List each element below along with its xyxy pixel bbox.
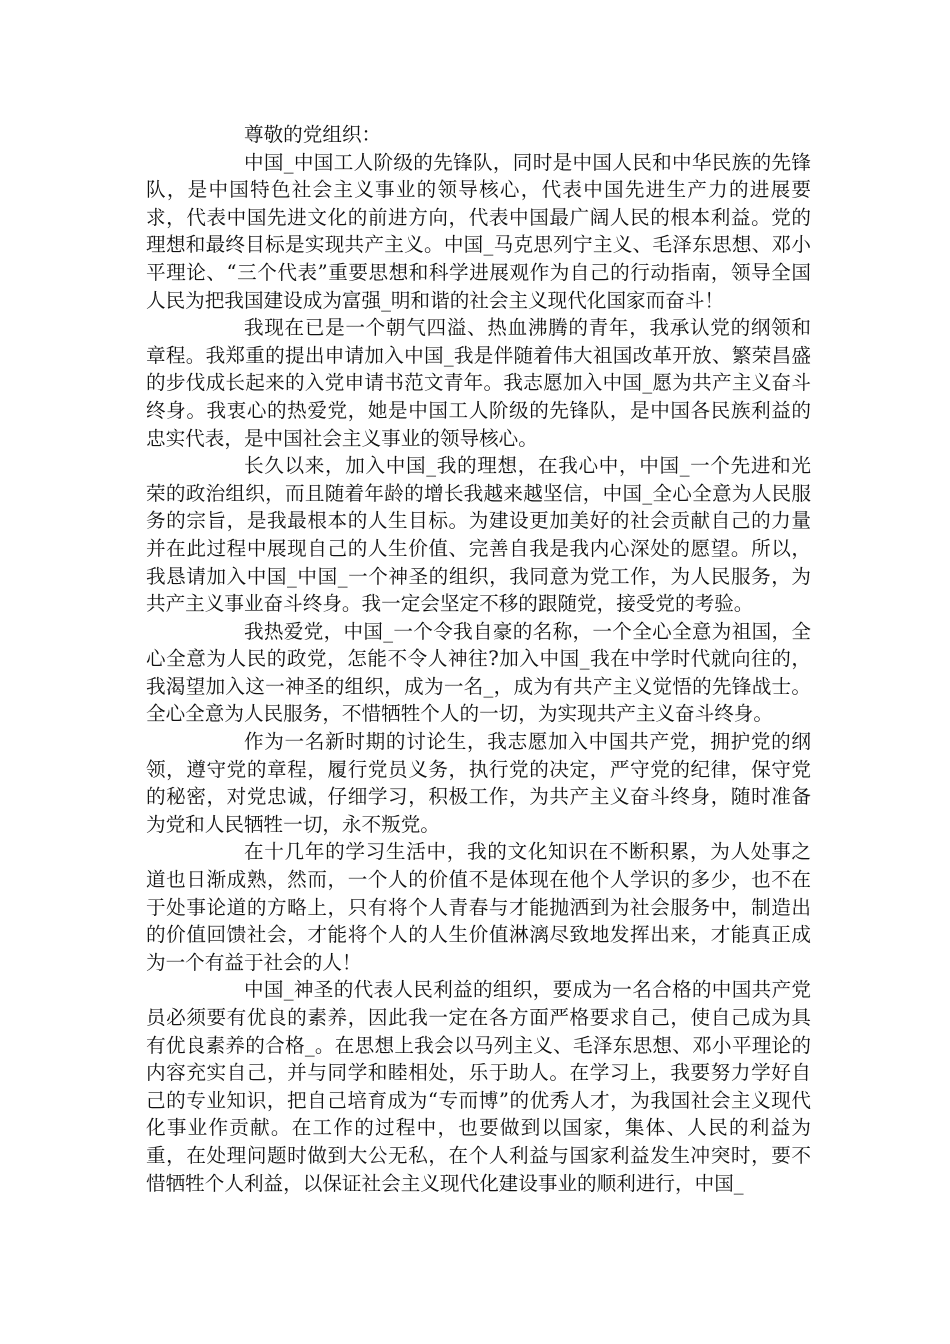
paragraph: 我现在已是一个朝气四溢、热血沸腾的青年，我承认党的纲领和章程。我郑重的提出申请加入中国_我是伴随着伟大祖国改革开放、繁荣昌盛的步伐成长起来的入党申请书范文青年。我志愿加入中国_愿为共产主义奋斗终身。我衷心的热爱党，她是中国工人阶级的先锋队，是中国各民族利益的忠实代表，是中国社会主义事业的领导核心。: [146, 316, 811, 450]
paragraph: 中国_中国工人阶级的先锋队，同时是中国人民和中华民族的先锋队，是中国特色社会主义事业的领导核心，代表中国先进生产力的进展要求，代表中国先进文化的前进方向，代表中国最广阔人民的根本利益。党的理想和最终目标是实现共产主义。中国_马克思列宁主义、毛泽东思想、邓小平理论、“三个代表”重要思想和科学进展观作为自己的行动指南，领导全国人民为把我国建设成为富强_明和谐的社会主义现代化国家而奋斗！: [146, 150, 811, 312]
paragraph: 作为一名新时期的讨论生，我志愿加入中国共产党，拥护党的纲领，遵守党的章程，履行党员义务，执行党的决定，严守党的纪律，保守党的秘密，对党忠诚，仔细学习，积极工作，为共产主义奋斗终身，随时准备为党和人民牺牲一切，永不叛党。: [146, 730, 811, 836]
paragraph: 长久以来，加入中国_我的理想，在我心中，中国_一个先进和光荣的政治组织，而且随着年龄的增长我越来越坚信，中国_全心全意为人民服务的宗旨，是我最根本的人生目标。为建设更加美好的社会贡献自己的力量并在此过程中展现自己的人生价值、完善自我是我内心深处的愿望。所以，我恳请加入中国_中国_一个神圣的组织，我同意为党工作，为人民服务，为共产主义事业奋斗终身。我一定会坚定不移的跟随党，接受党的考验。: [146, 454, 811, 616]
paragraph: 中国_神圣的代表人民利益的组织，要成为一名合格的中国共产党员必须要有优良的素养，因此我一定在各方面严格要求自己，使自己成为具有优良素养的合格_。在思想上我会以马列主义、毛泽东思想、邓小平理论的内容充实自己，并与同学和睦相处，乐于助人。在学习上，我要努力学好自己的专业知识，把自己培育成为“专而博”的优秀人才，为我国社会主义现代化事业作贡献。在工作的过程中，也要做到以国家，集体、人民的利益为重，在处理问题时做到大公无私，在个人利益与国家利益发生冲突时，要不惜牺牲个人利益，以保证社会主义现代化建设事业的顺利进行，中国_: [146, 978, 811, 1195]
salutation: 尊敬的党组织：: [244, 123, 382, 146]
document-body: [146, 121, 811, 1197]
paragraph: 我热爱党，中国_一个令我自豪的名称，一个全心全意为祖国，全心全意为人民的政党，怎能不令人神往?加入中国_我在中学时代就向往的，我渴望加入这一神圣的组织，成为一名_，成为有共产主义觉悟的先锋战士。全心全意为人民服务，不惜牺牲个人的一切，为实现共产主义奋斗终身。: [146, 619, 811, 726]
paragraph: 在十几年的学习生活中，我的文化知识在不断积累，为人处事之道也日渐成熟，然而，一个人的价值不是体现在他个人学识的多少，也不在于处事论道的方略上，只有将个人青春与才能抛洒到为社会服务中，制造出的价值回馈社会，才能将个人的人生价值淋漓尽致地发挥出来，才能真正成为一个有益于社会的人！: [146, 840, 811, 974]
